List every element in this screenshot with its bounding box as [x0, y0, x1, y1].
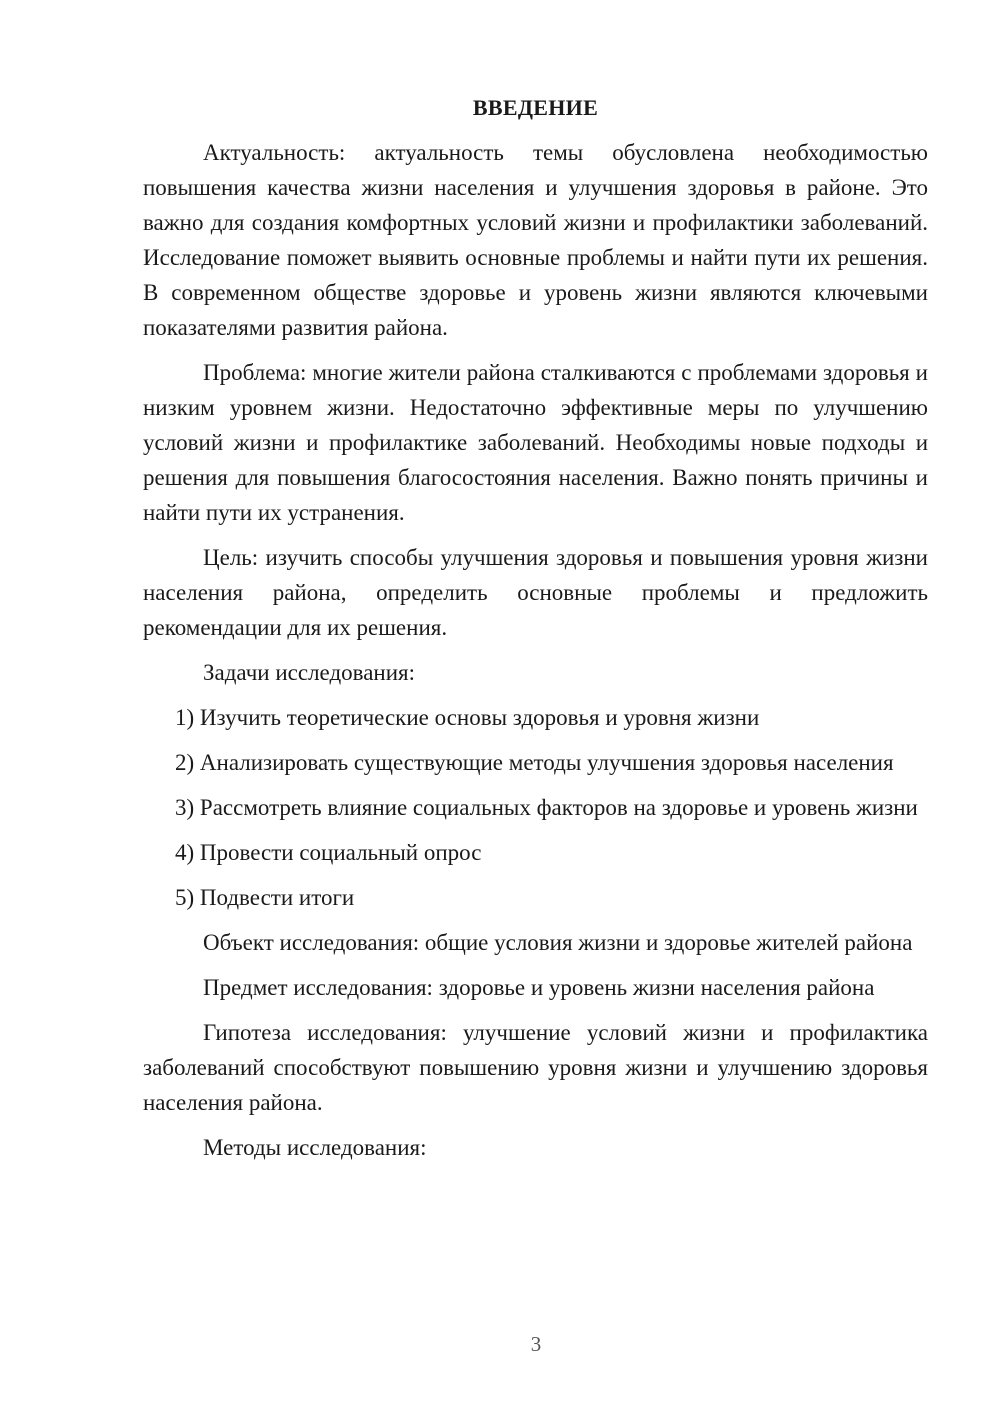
methods-heading: Методы исследования: — [203, 1135, 427, 1160]
goal-paragraph: Цель: изучить способы улучшения здоровья и повышения уровня жизни населения района, определить основные проблемы и предложить рекомендации для их решения. — [143, 545, 928, 640]
list-item: 3) Рассмотреть влияние социальных факторов на здоровье и уровень жизни — [175, 795, 918, 820]
list-item: 2) Анализировать существующие методы улучшения здоровья населения — [175, 750, 894, 775]
hypothesis-paragraph: Гипотеза исследования: улучшение условий жизни и профилактика заболеваний способствуют повышению уровня жизни и улучшению здоровья населения района. — [143, 1020, 928, 1115]
list-item: 4) Провести социальный опрос — [175, 840, 482, 865]
relevance-paragraph: Актуальность: актуальность темы обусловлена необходимостью повышения качества жизни населения и улучшения здоровья в районе. Это важно для создания комфортных условий жизни и профилактики заболеваний. Исследование поможет выявить основные проблемы и найти пути их решения. В современном обществе здоровье и уровень жизни являются ключевыми показателями развития района. — [143, 140, 928, 340]
list-item: 5) Подвести итоги — [175, 885, 355, 910]
object-paragraph: Объект исследования: общие условия жизни и здоровье жителей района — [203, 930, 913, 955]
list-item: 1) Изучить теоретические основы здоровья и уровня жизни — [175, 705, 760, 730]
tasks-heading: Задачи исследования: — [203, 660, 416, 685]
problem-paragraph: Проблема: многие жители района сталкиваются с проблемами здоровья и низким уровнем жизни. Недостаточно эффективные меры по улучшению условий жизни и профилактике заболеваний. Необходимы новые подходы и решения для повышения благосостояния населения. Важно понять причины и найти пути их устранения. — [143, 360, 928, 525]
tasks-list — [143, 700, 928, 915]
page-content — [143, 90, 928, 1175]
page-number: 3 — [530, 1332, 542, 1356]
page-title: ВВЕДЕНИЕ — [472, 95, 599, 120]
subject-paragraph: Предмет исследования: здоровье и уровень жизни населения района — [203, 975, 875, 1000]
